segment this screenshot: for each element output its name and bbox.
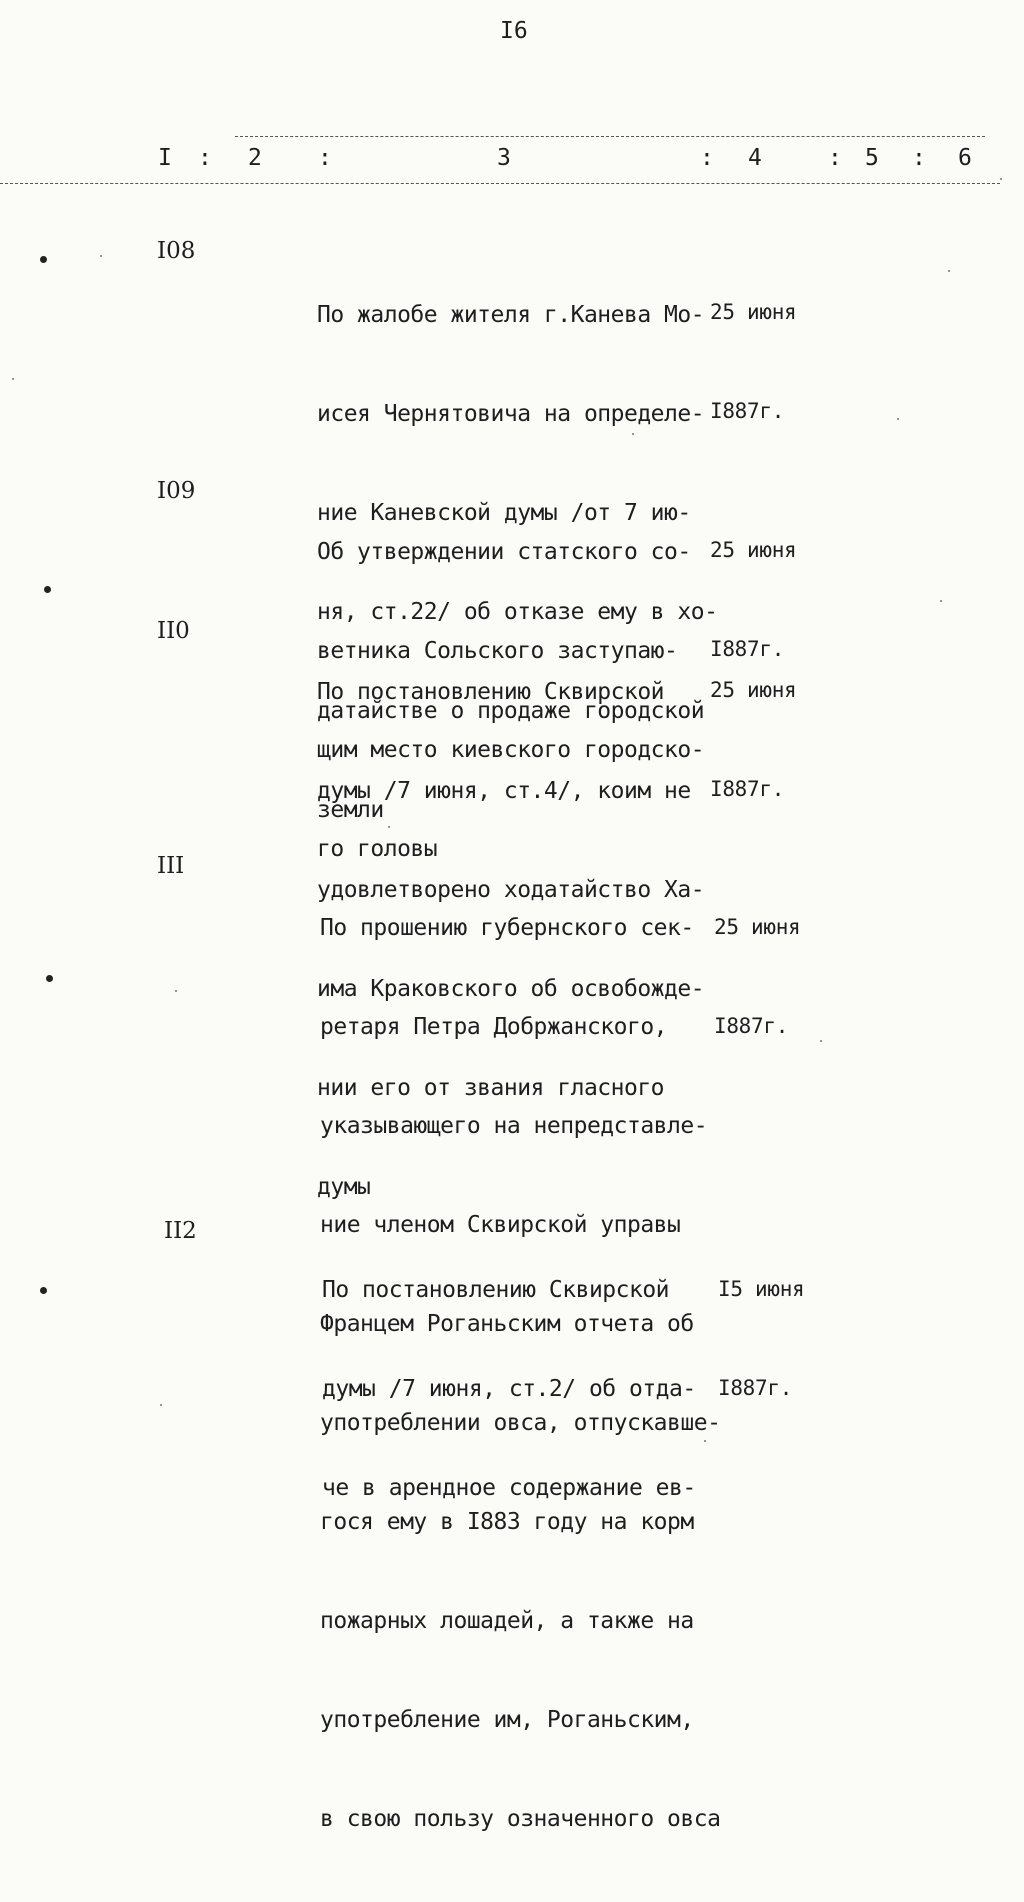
entry-number: I08 [157, 238, 196, 264]
scan-speck [160, 1404, 162, 1406]
entry-text-line: исея Чернятовича на определе- [317, 401, 705, 427]
entry-text [322, 1208, 696, 1571]
entry-text-line: го головы [317, 836, 438, 862]
entry-text-line: Францем Роганьским отчета об [320, 1311, 694, 1337]
col-header-sep: : [912, 145, 926, 171]
col-header-2: 2 [248, 145, 262, 171]
entry-text-line: датайстве о продаже городской [317, 698, 705, 724]
scan-speck [12, 378, 14, 380]
punch-hole-mark [44, 586, 51, 593]
entry-date-year: I887г. [718, 1376, 793, 1400]
col-header-sep: : [828, 145, 842, 171]
header-rule-top [235, 136, 985, 137]
entry-text-line: има Краковского об освобожде- [317, 976, 705, 1002]
page-number: I6 [500, 18, 528, 44]
punch-hole-mark [40, 256, 47, 263]
entry-text-line: указывающего на непредставле- [320, 1113, 708, 1139]
entry-text-line: думы /7 июня, ст.4/, коим не [317, 778, 691, 804]
col-header-6: 6 [958, 145, 972, 171]
scan-speck [820, 1040, 822, 1042]
entry-date-day: 25 июня [710, 678, 797, 702]
scan-speck [388, 826, 390, 828]
entry-date-year: I887г. [714, 1014, 789, 1038]
entry-text-line: думы [317, 1174, 371, 1200]
entry-text-line: ретаря Петра Добржанского, [320, 1014, 668, 1040]
entry-text-line: че в арендное содержание ев- [322, 1475, 696, 1501]
entry-text-line: пожарных лошадей, а также на [320, 1608, 694, 1634]
entry-date-day: I5 июня [718, 1277, 805, 1301]
scan-speck [100, 255, 102, 257]
entry-text-line: ветника Сольского заступаю- [317, 638, 678, 664]
header-rule-bottom [0, 183, 1000, 184]
entry-text-line: По жалобе жителя г.Канева Мо- [317, 302, 705, 328]
punch-hole-mark [46, 975, 53, 982]
entry-date-year: I887г. [710, 777, 785, 801]
entry-date [710, 230, 796, 494]
col-header-sep: : [700, 145, 714, 171]
entry-text-line: щим место киевского городско- [317, 737, 705, 763]
scan-speck [175, 990, 177, 992]
entry-date [714, 845, 800, 1109]
entry-date-day: 25 июня [714, 915, 801, 939]
entry-text-line: По прошению губернского сек- [320, 915, 694, 941]
col-header-5: 5 [865, 145, 879, 171]
entry-number: I09 [157, 478, 196, 504]
scan-speck [1000, 178, 1002, 180]
entry-text-line: в свою пользу означенного овса [320, 1806, 721, 1832]
entry-text-line: гося ему в I883 году на корм [320, 1509, 694, 1535]
col-header-1: I [158, 145, 172, 171]
punch-hole-mark [40, 1287, 47, 1294]
entry-number: II2 [164, 1218, 197, 1244]
entry-text-line: нии его от звания гласного [317, 1075, 665, 1101]
entry-text-line: По постановлению Сквирской [317, 679, 665, 705]
entry-date [718, 1207, 804, 1471]
entry-date [710, 608, 796, 872]
entry-date-year: I887г. [710, 637, 785, 661]
entry-text-line: ня, ст.22/ об отказе ему в хо- [317, 599, 718, 625]
entry-date-day: 25 июня [710, 538, 797, 562]
entry-text-line: ние Каневской думы /от 7 ию- [317, 500, 691, 526]
entry-text-line: удовлетворено ходатайство Ха- [317, 877, 705, 903]
col-header-3: 3 [497, 145, 511, 171]
entry-text-line: ние членом Сквирской управы [320, 1212, 681, 1238]
scan-speck [897, 418, 899, 420]
entry-text-line: употреблении овса, отпускавше- [320, 1410, 721, 1436]
entry-text-line: думы /7 июня, ст.2/ об отда- [322, 1376, 696, 1402]
entry-date-day: 25 июня [710, 300, 797, 324]
entry-text-line: Об утверждении статского со- [317, 539, 691, 565]
col-header-sep: : [198, 145, 212, 171]
entry-number: III [157, 853, 185, 879]
scan-speck [948, 270, 950, 272]
scan-speck [632, 433, 634, 435]
entry-text-line: земли [317, 797, 384, 823]
col-header-sep: : [318, 145, 332, 171]
scan-speck [940, 600, 942, 602]
col-header-4: 4 [748, 145, 762, 171]
entry-text-line: употребление им, Роганьским, [320, 1707, 694, 1733]
scan-speck [704, 1440, 706, 1442]
entry-text-line: По постановлению Сквирской [322, 1277, 670, 1303]
entry-number: II0 [157, 618, 190, 644]
entry-date-year: I887г. [710, 399, 785, 423]
